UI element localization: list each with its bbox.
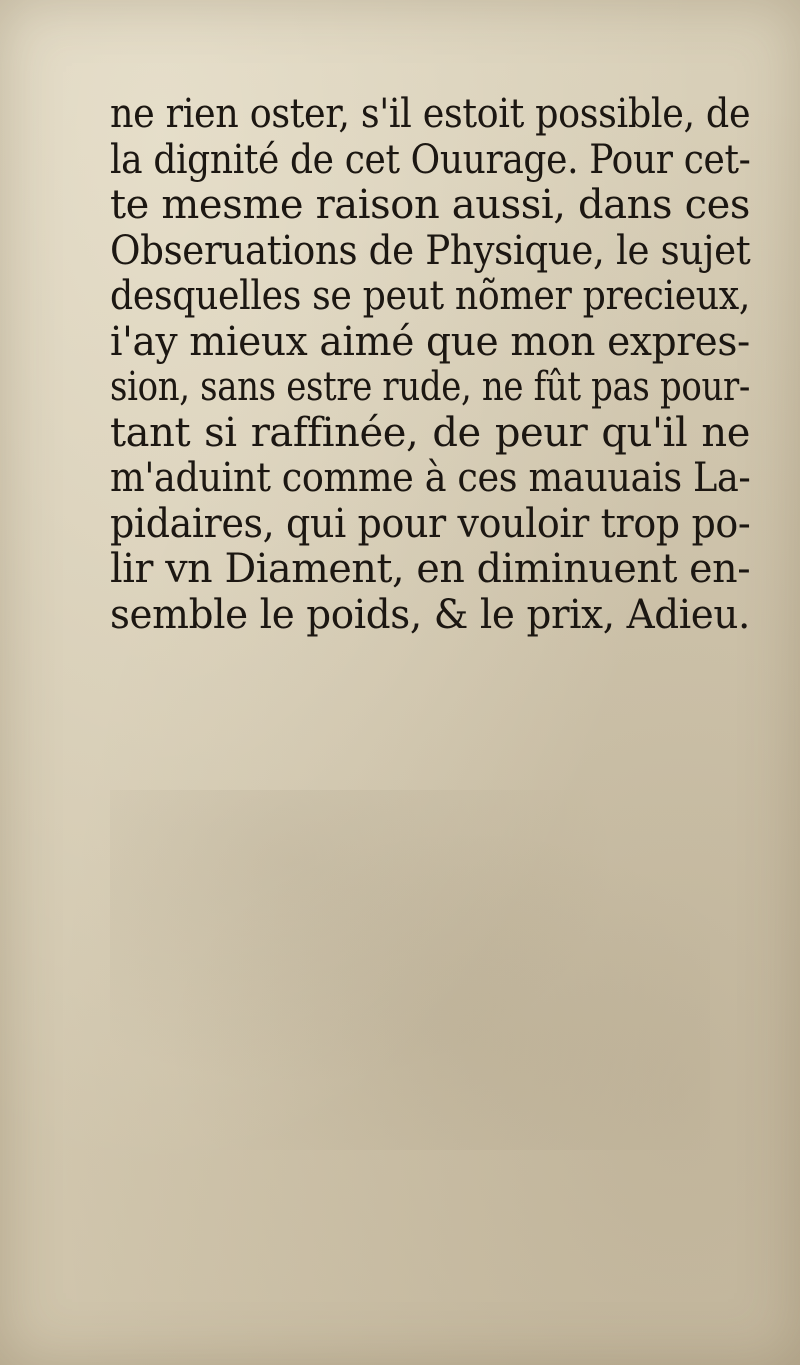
text-line: lir vn Diament, en diminuent en-	[110, 546, 751, 592]
text-line: la dignité de cet Ouurage. Pour cet-	[110, 136, 751, 183]
text-line: ne rien oster, s'il estoit possible, de	[110, 91, 751, 137]
text-line: semble le poids, & le prix, Adieu.	[110, 591, 751, 638]
show-through-stain	[110, 790, 710, 1150]
text-line: i'ay mieux aimé que mon expres-	[110, 318, 750, 365]
text-line: desquelles se peut nõmer precieux,	[110, 273, 751, 319]
text-line: tant si raffinée, de peur qu'il ne	[110, 409, 750, 456]
text-line: pidaires, qui pour vouloir trop po-	[110, 500, 751, 547]
text-line: m'aduint comme à ces mauuais La-	[110, 455, 751, 501]
body-text	[110, 92, 750, 638]
text-line: te mesme raison aussi, dans ces	[110, 182, 750, 228]
text-line: sion, sans estre rude, ne fût pas pour-	[110, 364, 751, 410]
text-line: Obseruations de Physique, le sujet	[110, 227, 751, 274]
